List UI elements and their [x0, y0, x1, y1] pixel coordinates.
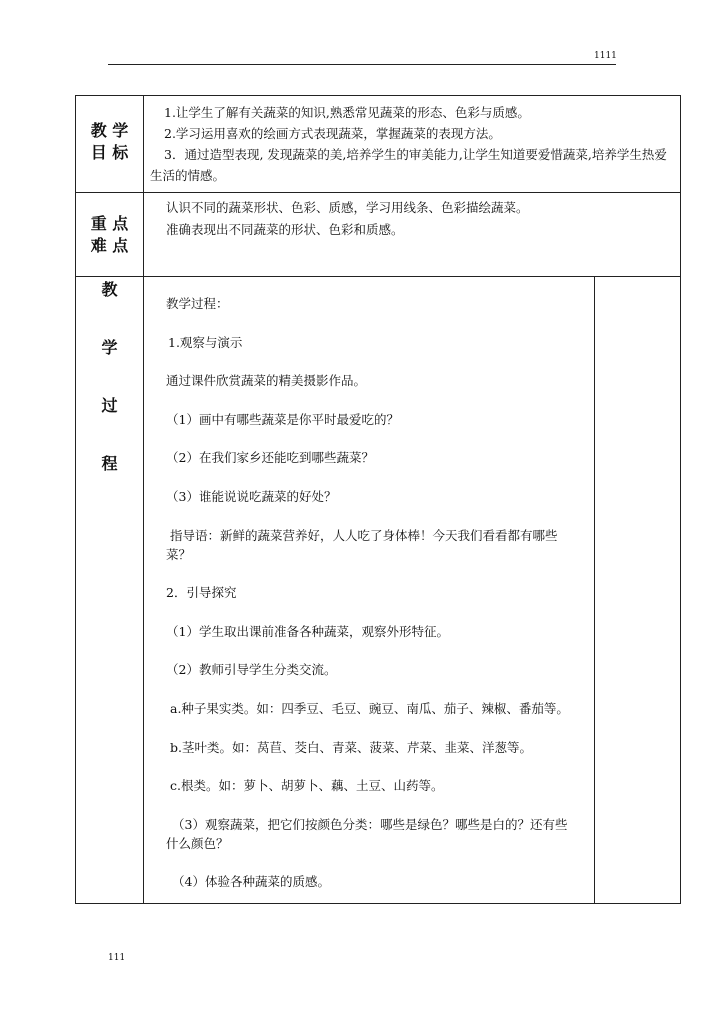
key-point-item: 准确表现出不同蔬菜的形状、色彩和质感。	[166, 222, 404, 237]
key-points-label-line2: 难 点	[90, 236, 129, 255]
objectives-label-line2: 目 标	[90, 143, 129, 162]
process-paragraph: 指导语：新鲜的蔬菜营养好，人人吃了身体棒！今天我们看看都有哪些菜？	[166, 527, 558, 562]
process-paragraph: 教学过程：	[166, 296, 229, 311]
process-paragraph: （1）画中有哪些蔬菜是你平时最爱吃的？	[166, 411, 399, 427]
key-points-row	[76, 193, 681, 277]
process-paragraph: 1.观察与演示	[168, 334, 243, 350]
key-points-content	[144, 193, 681, 277]
header-page-number: 1111	[594, 51, 617, 61]
process-paragraph: a.种子果实类。如：四季豆、毛豆、豌豆、南瓜、茄子、辣椒、番茄等。	[170, 700, 569, 716]
objectives-label-line1: 教 学	[90, 121, 129, 140]
objective-item: 1.让学生了解有关蔬菜的知识,熟悉常见蔬菜的形态、色彩与质感。	[164, 105, 530, 120]
process-paragraph: （3）谁能说说吃蔬菜的好处？	[166, 488, 337, 504]
process-paragraph: （4）体验各种蔬菜的质感。	[172, 874, 330, 890]
key-points-label-line1: 重 点	[90, 214, 129, 233]
process-paragraph: 2．引导探究	[166, 585, 237, 601]
lesson-plan-table	[75, 95, 681, 904]
key-points-label	[76, 193, 144, 277]
process-row	[76, 277, 681, 904]
process-label-char: 过	[101, 396, 118, 415]
process-paragraph: （2）在我们家乡还能吃到哪些蔬菜？	[166, 450, 374, 466]
process-notes-cell	[595, 277, 681, 904]
objectives-content	[144, 96, 681, 193]
objectives-row	[76, 96, 681, 193]
footer-page-number: 111	[108, 953, 126, 963]
process-label-char: 学	[101, 338, 118, 357]
process-paragraph: c.根类。如：萝卜、胡萝卜、藕、土豆、山药等。	[170, 778, 444, 794]
process-paragraph: （3）观察蔬菜，把它们按颜色分类：哪些是绿色？哪些是白的？还有些什么颜色？	[166, 816, 568, 851]
key-point-item: 认识不同的蔬菜形状、色彩、质感，学习用线条、色彩描绘蔬菜。	[166, 200, 529, 215]
process-paragraph: 通过课件欣赏蔬菜的精美摄影作品。	[166, 373, 367, 389]
objectives-label	[76, 96, 144, 193]
process-paragraph: （2）教师引导学生分类交流。	[166, 662, 337, 678]
objective-item: 2.学习运用喜欢的绘画方式表现蔬菜，掌握蔬菜的表现方法。	[164, 126, 501, 141]
process-label-char: 程	[101, 454, 118, 473]
process-paragraph: （1）学生取出课前准备各种蔬菜，观察外形特征。	[166, 623, 449, 639]
objective-item: 3．通过造型表现, 发现蔬菜的美,培养学生的审美能力,让学生知道要爱惜蔬菜,培养学生热爱生活的情感。	[150, 147, 667, 183]
process-label	[76, 277, 144, 904]
process-label-char: 教	[101, 280, 118, 299]
process-content	[144, 277, 595, 904]
header-rule	[108, 64, 616, 65]
process-paragraph: b.茎叶类。如：莴苣、茭白、青菜、菠菜、芹菜、韭菜、洋葱等。	[170, 739, 532, 755]
